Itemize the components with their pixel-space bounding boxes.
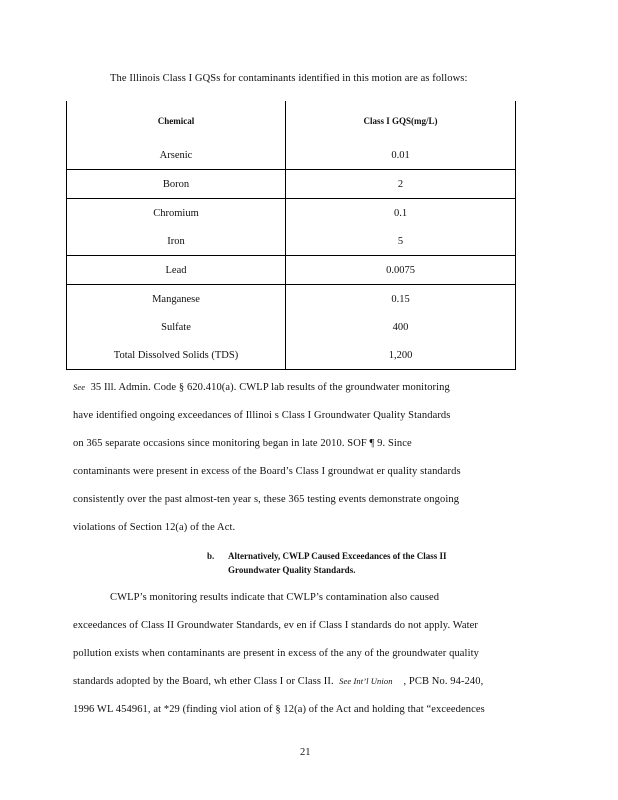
intro-sentence: The Illinois Class I GQSs for contaminants identified in this motion are as follows:: [110, 73, 468, 84]
value-cell: 0.15: [286, 285, 516, 314]
table-row: [67, 170, 516, 199]
paragraph-line: consistently over the past almost-ten year s, these 365 testing events demonstrate ongoing: [73, 494, 460, 505]
value-cell: 0.0075: [286, 256, 516, 285]
table-row: [67, 141, 516, 170]
gqs-table: [66, 101, 516, 370]
paragraph-line: on 365 separate occasions since monitoring began in late 2010. SOF ¶ 9. Since: [73, 438, 412, 449]
paragraph-text: , PCB No. 94-240,: [403, 676, 484, 687]
column-header-chemical: Chemical: [67, 101, 286, 141]
table-header-row: [67, 101, 516, 141]
table-row: [67, 199, 516, 228]
paragraph-line: CWLP’s monitoring results indicate that CWLP’s contamination also caused: [110, 592, 440, 603]
paragraph-line: have identified ongoing exceedances of Illinoi s Class I Groundwater Quality Standards: [73, 410, 451, 421]
value-cell: 2: [286, 170, 516, 199]
paragraph-line: 1996 WL 454961, at *29 (finding viol ation of § 12(a) of the Act and holding that “exceedences: [73, 704, 485, 715]
chemical-cell: Chromium: [67, 199, 286, 228]
table-row: [67, 313, 516, 341]
citation-signal: See: [73, 382, 86, 392]
table-row: [67, 227, 516, 256]
case-citation: See Int’l Union: [339, 676, 393, 686]
paragraph-line: [73, 676, 483, 687]
table-row: [67, 285, 516, 314]
column-header-gqs: Class I GQS(mg/L): [286, 101, 516, 141]
value-cell: 0.1: [286, 199, 516, 228]
table-row: [67, 256, 516, 285]
value-cell: 5: [286, 227, 516, 256]
paragraph-line: violations of Section 12(a) of the Act.: [73, 522, 236, 533]
chemical-cell: Total Dissolved Solids (TDS): [67, 341, 286, 370]
chemical-cell: Manganese: [67, 285, 286, 314]
chemical-cell: Iron: [67, 227, 286, 256]
value-cell: 400: [286, 313, 516, 341]
subheading-line: Alternatively, CWLP Caused Exceedances of the Class II: [228, 551, 447, 561]
chemical-cell: Arsenic: [67, 141, 286, 170]
paragraph-text: 35 Ill. Admin. Code § 620.410(a). CWLP lab results of the groundwater monitoring: [90, 382, 450, 393]
chemical-cell: Boron: [67, 170, 286, 199]
subheading-marker: b.: [207, 551, 215, 561]
value-cell: 0.01: [286, 141, 516, 170]
chemical-cell: Lead: [67, 256, 286, 285]
paragraph-line: exceedances of Class II Groundwater Standards, ev en if Class I standards do not apply. Water: [73, 620, 479, 631]
chemical-cell: Sulfate: [67, 313, 286, 341]
subheading-line: Groundwater Quality Standards.: [228, 565, 356, 575]
paragraph-text: standards adopted by the Board, wh ether Class I or Class II.: [73, 676, 334, 687]
paragraph-line: pollution exists when contaminants are present in excess of the any of the groundwater quality: [73, 648, 479, 659]
value-cell: 1,200: [286, 341, 516, 370]
table-row: [67, 341, 516, 370]
page-number: 21: [300, 747, 311, 758]
paragraph-line: contaminants were present in excess of the Board’s Class I groundwat er quality standards: [73, 466, 461, 477]
paragraph-line: [73, 382, 450, 393]
